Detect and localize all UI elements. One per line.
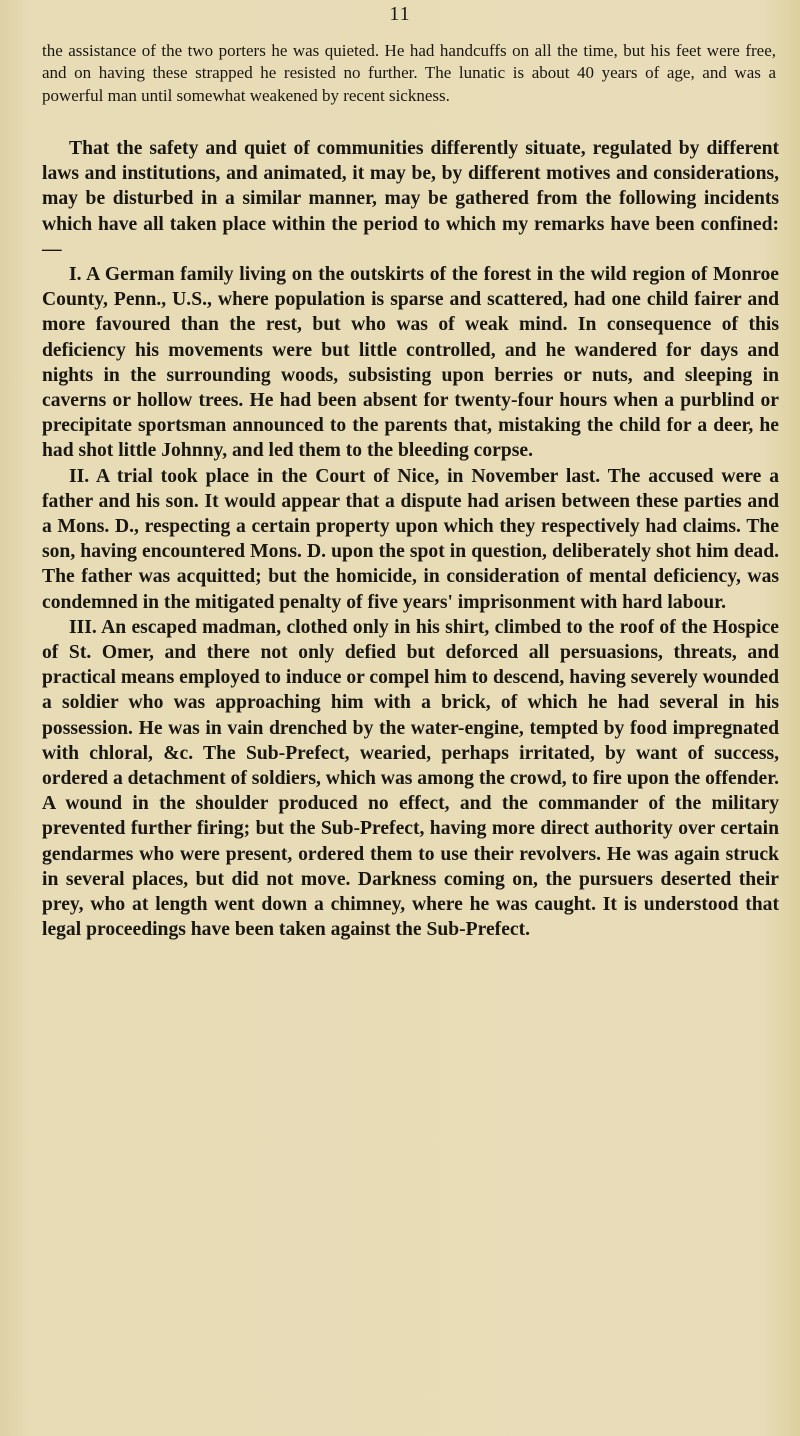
paragraph-incident-2: II. A trial took place in the Court of Nice, in November last. The accused were a father and his son. It would appear that a dispute had arisen between these parties and a Mons. D., respecting a certain property upon which they respectively had claims. The son, having encountered Mons. D. upon the spot in question, deliberately shot him dead. The father was acquitted; but the homicide, in consideration of mental deficiency, was condemned in the mitigated penalty of five years' imprisonment with hard labour.	[42, 465, 779, 613]
paragraph-continuation: the assistance of the two porters he was quieted. He had handcuffs on all the time, but his feet were free, and on having these strapped he resisted no further. The lunatic is about 40 years of age, and was a powerful man until somewhat weakened by recent sickness.	[42, 41, 776, 105]
paragraph-incident-1: I. A German family living on the outskirts of the forest in the wild region of Monroe County, Penn., U.S., where population is sparse and scattered, had one child fairer and more favoured than the rest, but who was of weak mind. In consequence of this deficiency his movements were but little controlled, and he wandered for days and nights in the surrounding woods, subsisting upon berries or nuts, and sleeping in caverns or hollow trees. He had been absent for twenty-four hours when a purblind or precipitate sportsman announced to the parents that, mistaking the child for a deer, he had shot little Johnny, and led them to the bleeding corpse.	[42, 264, 779, 462]
continuation-paragraph-block	[42, 40, 776, 107]
paragraph-intro: That the safety and quiet of communities differently situate, regulated by different laws and institutions, and animated, it may be, by different motives and considerations, may be disturbed in a similar manner, may be gathered from the following incidents which have all taken place within the period to which my remarks have been confined:—	[42, 138, 779, 260]
paragraph-incident-3: III. An escaped madman, clothed only in his shirt, climbed to the roof of the Hospice of St. Omer, and there not only defied but deforced all persuasions, threats, and practical means employed to induce or compel him to descend, having severely wounded a soldier who was approaching him with a brick, of which he had several in his possession. He was in vain drenched by the water-engine, tempted by food impregnated with chloral, &c. The Sub-Prefect, wearied, perhaps irritated, by want of success, ordered a detachment of soldiers, which was among the crowd, to fire upon the offender. A wound in the shoulder produced no effect, and the commander of the military prevented further firing; but the Sub-Prefect, having more direct authority over certain gendarmes who were present, ordered them to use their revolvers. He was again struck in several places, but did not move. Darkness coming on, the pursuers deserted their prey, who at length went down a chimney, where he was caught. It is understood that legal proceedings have been taken against the Sub-Prefect.	[42, 616, 779, 941]
main-text-block	[42, 136, 779, 943]
page-number: 11	[389, 3, 411, 25]
